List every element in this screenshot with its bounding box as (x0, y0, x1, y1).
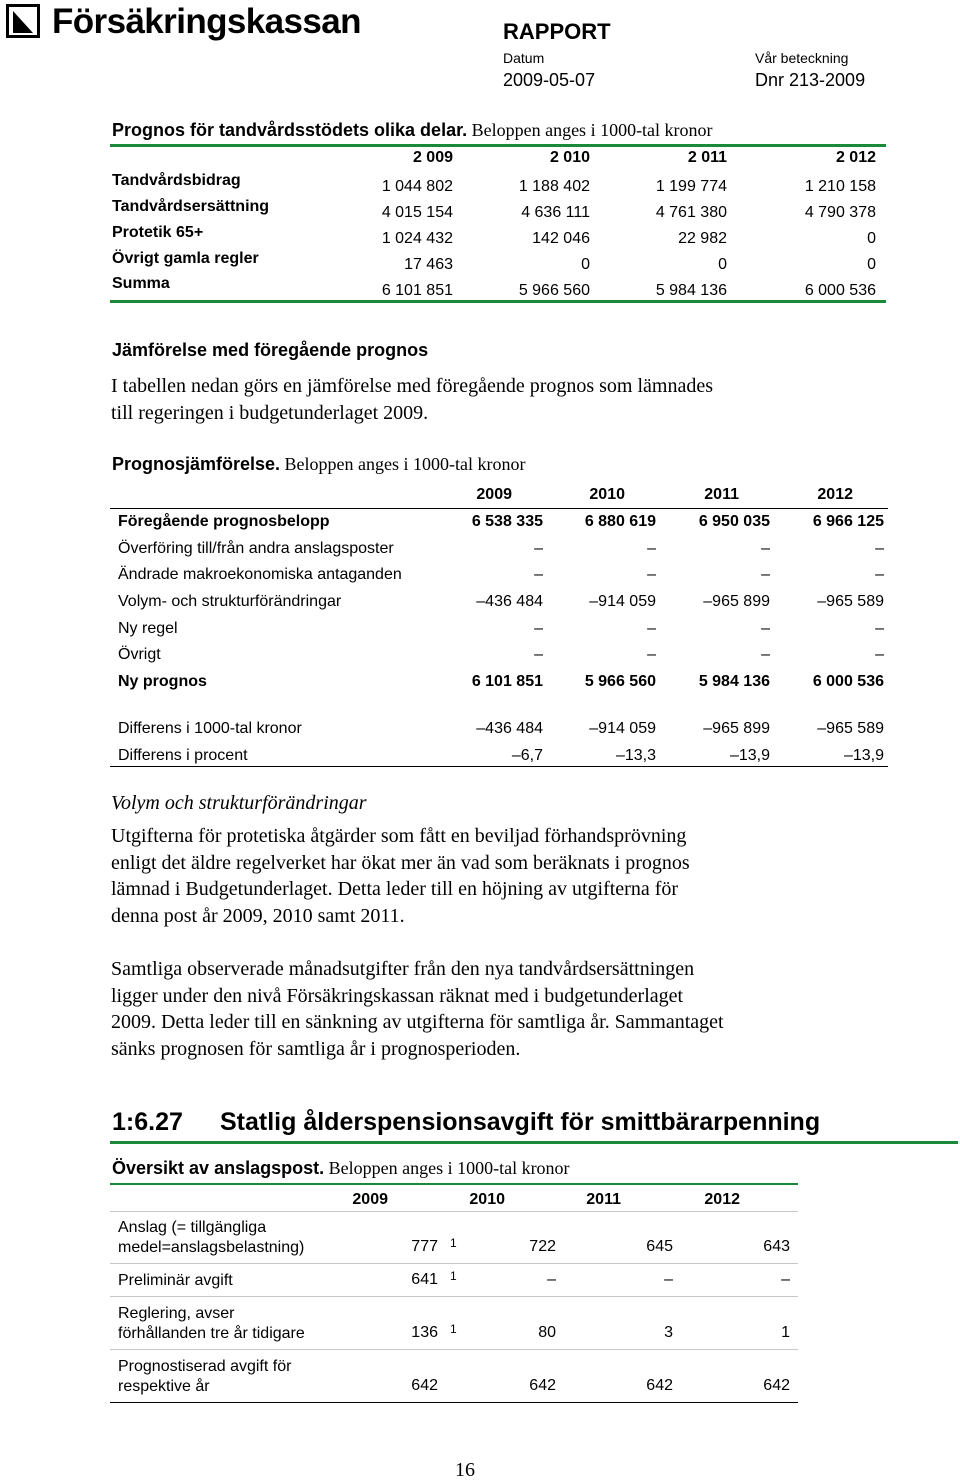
table3-cell: 642 (529, 1377, 556, 1394)
table1-cell: 6 000 536 (804, 282, 876, 299)
table3-row-label-line: Reglering, avser (118, 1305, 235, 1322)
document-type: RAPPORT (503, 19, 611, 44)
table2-cell: 5 966 560 (584, 673, 656, 690)
table1-caption (112, 120, 713, 141)
table1-cell: 4 790 378 (804, 204, 876, 221)
table3-row-rule (110, 1349, 798, 1350)
table3-cell: 645 (646, 1238, 673, 1255)
table3-bottom-rule (110, 1402, 798, 1403)
paragraph (111, 373, 713, 426)
table3-row-label (118, 1271, 233, 1291)
table2-cell: 6 538 335 (471, 513, 543, 530)
section-number: 1:6.27 (112, 1108, 183, 1136)
table2-cell: – (761, 566, 770, 583)
table2-cell: –914 059 (589, 720, 656, 737)
table1-cell: 1 044 802 (381, 178, 453, 195)
table3-year-header: 2011 (586, 1191, 621, 1208)
org-logo-name: Försäkringskassan (52, 2, 361, 41)
table1-row-label: Protetik 65+ (112, 224, 204, 241)
table2-caption-bold: Prognosjämförelse. (112, 454, 281, 474)
table1-year-header: 2 012 (835, 149, 876, 166)
table2-row-label: Ny prognos (118, 673, 207, 690)
table2-cell: – (761, 646, 770, 663)
table3-caption-rest: Beloppen anges i 1000-tal kronor (324, 1158, 570, 1178)
table3-row-label (118, 1357, 291, 1397)
table2-cell: –13,9 (843, 747, 884, 764)
table2-row-label: Föregående prognosbelopp (118, 513, 330, 530)
table1-cell: 1 188 402 (518, 178, 590, 195)
table1-cell: 5 984 136 (655, 282, 727, 299)
table2-caption (112, 454, 526, 475)
table1-cell: 1 024 432 (381, 230, 453, 247)
table2-cell: –6,7 (511, 747, 543, 764)
table3-row-label (118, 1304, 305, 1344)
table1-cell: 6 101 851 (381, 282, 453, 299)
table3-row-label-line: respektive år (118, 1378, 210, 1395)
table2-row-label: Övrigt (118, 646, 161, 663)
table3-footnote-mark: 1 (450, 1236, 457, 1250)
paragraph-line: till regeringen i budgetunderlaget 2009. (111, 401, 429, 424)
table2-row-label: Överföring till/från andra anslagsposter (118, 540, 394, 557)
table3-row-rule (110, 1263, 798, 1264)
table1-cell: 5 966 560 (518, 282, 590, 299)
table2-cell: –965 589 (817, 720, 884, 737)
paragraph-line: I tabellen nedan görs en jämförelse med föregående prognos som lämnades (111, 375, 714, 397)
table3-year-header: 2009 (352, 1191, 388, 1208)
table3-row-label-line: Anslag (= tillgängliga (118, 1219, 267, 1236)
table2-cell: – (534, 566, 543, 583)
table1-bottom-rule (110, 300, 886, 303)
table1-cell: 4 015 154 (381, 204, 453, 221)
reference-value: Dnr 213-2009 (755, 70, 866, 90)
table2-cell: – (875, 620, 884, 637)
table3-cell: 777 (411, 1238, 438, 1255)
table2-cell: –13,3 (615, 747, 656, 764)
table2-year-header: 2009 (476, 486, 512, 503)
section-heading: Jämförelse med föregående prognos (112, 340, 429, 360)
table3-cell: – (781, 1271, 790, 1288)
table1-year-header: 2 009 (412, 149, 453, 166)
table2-cell: – (761, 620, 770, 637)
table2-cell: –436 484 (476, 720, 543, 737)
table1-cell: 4 636 111 (521, 204, 590, 221)
table1-cell: 0 (867, 256, 876, 273)
section-rule (110, 1141, 958, 1144)
table3-cell: 643 (763, 1238, 790, 1255)
logo-mark (6, 4, 40, 38)
table2-row-label: Differens i procent (118, 747, 248, 764)
table3-row-rule (110, 1296, 798, 1297)
table2-cell: – (534, 646, 543, 663)
table2-bottom-rule (110, 766, 888, 767)
paragraph-line: lämnad i Budgetunderlaget. Detta leder till en höjning av utgifterna för (111, 878, 679, 900)
table2-cell: –13,9 (729, 747, 770, 764)
page-number: 16 (455, 1459, 475, 1481)
table1-row-label: Summa (112, 275, 170, 292)
table2-row-label: Differens i 1000-tal kronor (118, 720, 302, 737)
table3-cell: – (547, 1271, 556, 1288)
table3-footnote-mark: 1 (450, 1269, 457, 1283)
paragraph-line: Utgifterna för protetiska åtgärder som fått en beviljad förhandsprövning (111, 825, 687, 847)
table3-cell: 3 (664, 1324, 673, 1341)
table2-cell: – (647, 540, 656, 557)
table3-cell: 641 (411, 1271, 438, 1288)
table2-caption-rest: Beloppen anges i 1000-tal kronor (280, 454, 526, 474)
table2-year-header: 2012 (817, 486, 853, 503)
subsection-heading: Volym och strukturförändringar (111, 792, 367, 814)
table2-cell: –436 484 (476, 593, 543, 610)
table3-cell: 642 (411, 1377, 438, 1394)
table2-cell: – (875, 566, 884, 583)
table3-caption (112, 1158, 570, 1179)
table2-cell: – (761, 540, 770, 557)
table1-cell: 1 210 158 (804, 178, 876, 195)
table3-year-header: 2010 (469, 1191, 505, 1208)
table1-row-label: Tandvårdsersättning (112, 198, 270, 215)
table1-cell: 0 (718, 256, 727, 273)
table2-cell: –914 059 (589, 593, 656, 610)
table3-top-rule (110, 1183, 798, 1185)
date-label: Datum (503, 50, 545, 66)
table2-cell: –965 899 (703, 720, 770, 737)
reference-label: Vår beteckning (755, 50, 849, 66)
table1-top-rule (110, 144, 886, 147)
paragraph-line: denna post år 2009, 2010 samt 2011. (111, 904, 405, 927)
table3-row-label-line: Preliminär avgift (118, 1272, 233, 1289)
table2-cell: – (534, 540, 543, 557)
table2-row-label: Volym- och strukturförändringar (118, 593, 342, 610)
table3-row-label-line: förhållanden tre år tidigare (118, 1325, 305, 1342)
table3-footnote-mark: 1 (450, 1322, 457, 1336)
table3-row-label (118, 1218, 304, 1258)
paragraph-line: ligger under den nivå Försäkringskassan räknat med i budgetunderlaget (111, 984, 684, 1007)
table2-cell: –965 899 (703, 593, 770, 610)
table2-cell: – (875, 646, 884, 663)
table3-cell: 80 (538, 1324, 556, 1341)
table3-cell: 1 (781, 1324, 790, 1341)
table2-cell: 5 984 136 (698, 673, 770, 690)
paragraph (111, 956, 724, 1062)
logo-icon (9, 7, 37, 35)
table1-cell: 142 046 (532, 230, 590, 247)
table2-row-label: Ny regel (118, 620, 178, 637)
table2-row-label: Ändrade makroekonomiska antaganden (118, 566, 402, 583)
table1-cell: 17 463 (404, 256, 453, 273)
table3-row-label-line: Prognostiserad avgift för (118, 1358, 292, 1375)
table2-year-header: 2010 (589, 486, 625, 503)
table2-header-rule (110, 508, 888, 509)
table2-cell: –965 589 (817, 593, 884, 610)
table1-cell: 1 199 774 (655, 178, 727, 195)
table3-caption-bold: Översikt av anslagspost. (112, 1158, 325, 1178)
table3-year-header: 2012 (704, 1191, 740, 1208)
table1-row-label: Tandvårdsbidrag (112, 172, 241, 189)
table2-cell: – (534, 620, 543, 637)
date-value: 2009-05-07 (503, 70, 596, 90)
table3-cell: 722 (529, 1238, 556, 1255)
table2-cell: 6 101 851 (471, 673, 543, 690)
table3-row-label-line: medel=anslagsbelastning) (118, 1239, 305, 1256)
paragraph-line: enligt det äldre regelverket har ökat mer än vad som beräknats i prognos (111, 851, 690, 874)
table1-caption-rest: Beloppen anges i 1000-tal kronor (467, 120, 713, 140)
section-title: Statlig ålderspensionsavgift för smittbärarpenning (220, 1108, 821, 1136)
table2-year-header: 2011 (704, 486, 739, 503)
table2-cell: 6 880 619 (584, 513, 656, 530)
table3-cell: 642 (646, 1377, 673, 1394)
table2-cell: 6 966 125 (812, 513, 884, 530)
table2-cell: – (647, 566, 656, 583)
paragraph (111, 823, 690, 929)
table1-cell: 22 982 (678, 230, 727, 247)
paragraph-line: 2009. Detta leder till en sänkning av utgifterna för samtliga år. Sammantaget (111, 1011, 724, 1033)
table1-year-header: 2 010 (549, 149, 590, 166)
table3-row-rule (110, 1211, 798, 1212)
table2-cell: – (647, 646, 656, 663)
table1-caption-bold: Prognos för tandvårdsstödets olika delar. (112, 120, 468, 140)
table1-cell: 0 (867, 230, 876, 247)
table1-row-label: Övrigt gamla regler (112, 250, 259, 267)
table2-cell: – (647, 620, 656, 637)
table3-cell: 136 (411, 1324, 438, 1341)
paragraph-line: sänks prognosen för samtliga år i prognosperioden. (111, 1037, 521, 1060)
table1-cell: 0 (581, 256, 590, 273)
table3-cell: 642 (763, 1377, 790, 1394)
table2-cell: 6 950 035 (698, 513, 770, 530)
paragraph-line: Samtliga observerade månadsutgifter från den nya tandvårdsersättningen (111, 958, 695, 980)
table1-year-header: 2 011 (687, 149, 727, 166)
table2-cell: 6 000 536 (812, 673, 884, 690)
table2-cell: – (875, 540, 884, 557)
table3-cell: – (664, 1271, 673, 1288)
table1-cell: 4 761 380 (655, 204, 727, 221)
